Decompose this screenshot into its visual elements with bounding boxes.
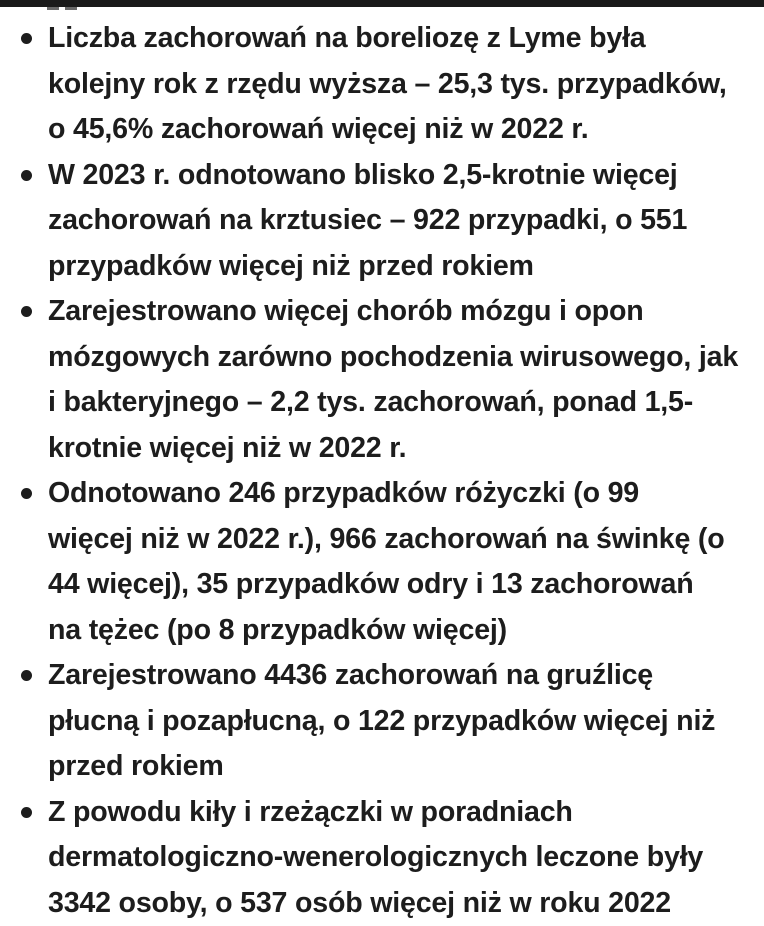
cut-off-text-fragment: [47, 7, 59, 10]
list-item-text-line: przed rokiem: [48, 744, 750, 790]
bullet-dot-icon: [21, 807, 32, 818]
list-item-text-line: o 45,6% zachorowań więcej niż w 2022 r.: [48, 107, 750, 153]
list-item-pertussis: [0, 153, 764, 290]
list-item-syphilis-gonorrhea: [0, 790, 764, 926]
article-content: [0, 16, 764, 926]
list-item-text-line: W 2023 r. odnotowano blisko 2,5-krotnie więcej: [48, 153, 750, 199]
list-item-text-line: Zarejestrowano 4436 zachorowań na gruźlicę: [48, 653, 750, 699]
list-item-text-line: Z powodu kiły i rzeżączki w poradniach: [48, 790, 750, 836]
list-item-text-line: krotnie więcej niż w 2022 r.: [48, 426, 750, 472]
list-item-text-line: na tężec (po 8 przypadków więcej): [48, 608, 750, 654]
list-item-text-line: zachorowań na krztusiec – 922 przypadki, o 551: [48, 198, 750, 244]
list-item-text-line: Zarejestrowano więcej chorób mózgu i opon: [48, 289, 750, 335]
bullet-dot-icon: [21, 306, 32, 317]
cut-off-text-fragment: [65, 7, 77, 10]
list-item-tuberculosis: [0, 653, 764, 790]
list-item-rubella-mumps-measles: [0, 471, 764, 653]
list-item-text-line: więcej niż w 2022 r.), 966 zachorowań na świnkę (o: [48, 517, 750, 563]
top-border: [0, 0, 764, 7]
list-item-text-line: i bakteryjnego – 2,2 tys. zachorowań, ponad 1,5-: [48, 380, 750, 426]
list-item-text-line: płucną i pozapłucną, o 122 przypadków więcej niż: [48, 699, 750, 745]
list-item-meningitis: [0, 289, 764, 471]
bullet-dot-icon: [21, 670, 32, 681]
bullet-dot-icon: [21, 170, 32, 181]
list-item-text-line: 3342 osoby, o 537 osób więcej niż w roku 2022: [48, 881, 750, 926]
list-item-text-line: Liczba zachorowań na boreliozę z Lyme była: [48, 16, 750, 62]
bullet-list: [0, 16, 764, 926]
bullet-dot-icon: [21, 488, 32, 499]
list-item-text-line: mózgowych zarówno pochodzenia wirusowego, jak: [48, 335, 750, 381]
list-item-text-line: 44 więcej), 35 przypadków odry i 13 zachorowań: [48, 562, 750, 608]
list-item-lyme-disease: [0, 16, 764, 153]
list-item-text-line: przypadków więcej niż przed rokiem: [48, 244, 750, 290]
list-item-text-line: kolejny rok z rzędu wyższa – 25,3 tys. przypadków,: [48, 62, 750, 108]
list-item-text-line: Odnotowano 246 przypadków różyczki (o 99: [48, 471, 750, 517]
list-item-text-line: dermatologiczno-wenerologicznych leczone były: [48, 835, 750, 881]
bullet-dot-icon: [21, 33, 32, 44]
